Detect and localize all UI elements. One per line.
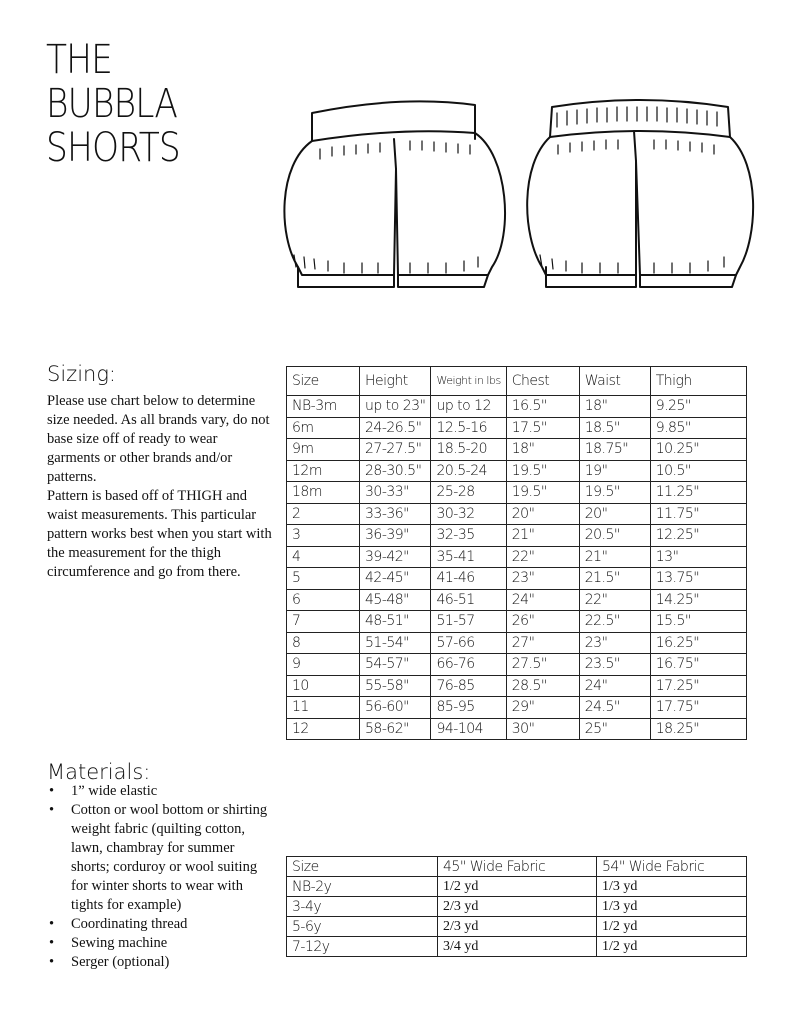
table-cell: 2 (287, 503, 360, 525)
table-cell: 5 (287, 568, 360, 590)
shorts-back-illustration (527, 100, 753, 287)
table-cell: 16.75" (650, 654, 746, 676)
table-cell: 25-28 (431, 482, 506, 504)
table-cell: 23" (579, 632, 650, 654)
list-item: • Sewing machine (47, 934, 272, 953)
table-cell: 12m (287, 460, 360, 482)
table-header-row (287, 857, 747, 877)
table-cell: 66-76 (431, 654, 506, 676)
table-cell: 1/3 yd (597, 877, 747, 897)
table-cell: 19.5" (506, 460, 579, 482)
table-cell: 51-57 (431, 611, 506, 633)
header-weight: Weight in lbs (431, 367, 506, 396)
sizing-instructions (47, 392, 272, 582)
header-chest: Chest (506, 367, 579, 396)
header-thigh: Thigh (650, 367, 746, 396)
table-cell: up to 23" (360, 396, 431, 418)
table-cell: 8 (287, 632, 360, 654)
table-cell: 24" (579, 675, 650, 697)
shorts-illustrations (270, 95, 770, 310)
table-cell: 29" (506, 697, 579, 719)
table-cell: 58-62" (360, 718, 431, 740)
size-chart-table (286, 366, 747, 740)
table-cell: 19.5" (579, 482, 650, 504)
table-cell: NB-2y (287, 877, 438, 897)
table-row (287, 482, 747, 504)
table-cell: 19" (579, 460, 650, 482)
table-cell: 3 (287, 525, 360, 547)
table-cell: 30" (506, 718, 579, 740)
table-cell: 12.25" (650, 525, 746, 547)
table-cell: 28-30.5" (360, 460, 431, 482)
table-cell: 56-60" (360, 697, 431, 719)
shorts-front-illustration (284, 101, 505, 287)
table-cell: 24.5" (579, 697, 650, 719)
table-cell: 10 (287, 675, 360, 697)
table-cell: 13.75" (650, 568, 746, 590)
table-cell: 18.25" (650, 718, 746, 740)
table-cell: 18.75" (579, 439, 650, 461)
table-row (287, 417, 747, 439)
table-row (287, 718, 747, 740)
table-cell: 21.5" (579, 568, 650, 590)
header-waist: Waist (579, 367, 650, 396)
table-cell: 20.5" (579, 525, 650, 547)
table-cell: 10.25" (650, 439, 746, 461)
table-cell: 10.5" (650, 460, 746, 482)
table-header-row (287, 367, 747, 396)
table-cell: 2/3 yd (438, 917, 597, 937)
list-item: • Serger (optional) (47, 953, 272, 972)
table-cell: 17.5" (506, 417, 579, 439)
table-cell: 12 (287, 718, 360, 740)
table-cell: 18.5-20 (431, 439, 506, 461)
table-cell: 76-85 (431, 675, 506, 697)
table-cell: 1/2 yd (438, 877, 597, 897)
table-cell: 24-26.5" (360, 417, 431, 439)
table-cell: 4 (287, 546, 360, 568)
sizing-paragraph-1: Please use chart below to determine size needed. As all brands vary, do not base size off of ready to wear garments or other brands and/or patterns. (47, 393, 270, 485)
header-height: Height (360, 367, 431, 396)
table-cell: 15.5" (650, 611, 746, 633)
header-size: Size (287, 367, 360, 396)
table-cell: 9.25" (650, 396, 746, 418)
table-cell: 18m (287, 482, 360, 504)
table-cell: 7 (287, 611, 360, 633)
header-54-wide: 54" Wide Fabric (597, 857, 747, 877)
table-cell: 18" (506, 439, 579, 461)
table-cell: 24" (506, 589, 579, 611)
table-row (287, 937, 747, 957)
table-cell: 17.75" (650, 697, 746, 719)
table-cell: 28.5" (506, 675, 579, 697)
sizing-heading: Sizing: (47, 362, 117, 386)
table-cell: 46-51 (431, 589, 506, 611)
table-cell: 6 (287, 589, 360, 611)
table-cell: up to 12 (431, 396, 506, 418)
table-cell: 21" (506, 525, 579, 547)
table-cell: NB-3m (287, 396, 360, 418)
table-cell: 27-27.5" (360, 439, 431, 461)
table-row (287, 877, 747, 897)
table-row (287, 546, 747, 568)
table-cell: 20" (506, 503, 579, 525)
page-title (46, 38, 202, 170)
header-45-wide: 45" Wide Fabric (438, 857, 597, 877)
table-cell: 57-66 (431, 632, 506, 654)
table-cell: 18.5" (579, 417, 650, 439)
table-cell: 14.25" (650, 589, 746, 611)
table-cell: 25" (579, 718, 650, 740)
table-cell: 27.5" (506, 654, 579, 676)
fabric-requirements-table (286, 856, 747, 957)
table-cell: 3-4y (287, 897, 438, 917)
list-item: • 1” wide elastic (47, 782, 272, 801)
table-cell: 36-39" (360, 525, 431, 547)
table-cell: 33-36" (360, 503, 431, 525)
table-cell: 45-48" (360, 589, 431, 611)
table-cell: 16.25" (650, 632, 746, 654)
table-cell: 23.5" (579, 654, 650, 676)
table-cell: 7-12y (287, 937, 438, 957)
materials-heading: Materials: (47, 760, 151, 784)
table-cell: 32-35 (431, 525, 506, 547)
table-cell: 30-33" (360, 482, 431, 504)
list-item: • Cotton or wool bottom or shirting weight fabric (quilting cotton, lawn, chambray for summer shorts; corduroy or wool suiting for winter shorts to wear with tights for example) (47, 801, 272, 915)
table-cell: 51-54" (360, 632, 431, 654)
table-cell: 6m (287, 417, 360, 439)
table-cell: 42-45" (360, 568, 431, 590)
table-row (287, 568, 747, 590)
table-row (287, 632, 747, 654)
table-cell: 16.5" (506, 396, 579, 418)
table-cell: 12.5-16 (431, 417, 506, 439)
table-cell: 20" (579, 503, 650, 525)
table-cell: 54-57" (360, 654, 431, 676)
table-cell: 2/3 yd (438, 897, 597, 917)
table-cell: 1/2 yd (597, 917, 747, 937)
table-cell: 94-104 (431, 718, 506, 740)
table-cell: 21" (579, 546, 650, 568)
table-cell: 30-32 (431, 503, 506, 525)
materials-list (47, 782, 272, 972)
table-row (287, 675, 747, 697)
table-row (287, 503, 747, 525)
table-cell: 19.5" (506, 482, 579, 504)
table-cell: 11.75" (650, 503, 746, 525)
table-cell: 22" (506, 546, 579, 568)
title-line-1: THE (46, 37, 113, 83)
table-cell: 11.25" (650, 482, 746, 504)
table-cell: 18" (579, 396, 650, 418)
table-cell: 26" (506, 611, 579, 633)
table-cell: 17.25" (650, 675, 746, 697)
table-cell: 1/2 yd (597, 937, 747, 957)
sizing-paragraph-2: Pattern is based off of THIGH and waist measurements. This particular pattern works best when you start with the measurement for the thigh circumference and go from there. (47, 488, 272, 580)
table-cell: 20.5-24 (431, 460, 506, 482)
table-cell: 9 (287, 654, 360, 676)
table-cell: 1/3 yd (597, 897, 747, 917)
table-cell: 13" (650, 546, 746, 568)
table-row (287, 654, 747, 676)
table-cell: 85-95 (431, 697, 506, 719)
table-cell: 23" (506, 568, 579, 590)
table-row (287, 460, 747, 482)
table-row (287, 611, 747, 633)
table-cell: 9m (287, 439, 360, 461)
table-cell: 9.85" (650, 417, 746, 439)
table-cell: 3/4 yd (438, 937, 597, 957)
table-cell: 39-42" (360, 546, 431, 568)
table-cell: 55-58" (360, 675, 431, 697)
table-row (287, 697, 747, 719)
title-line-3: SHORTS (46, 125, 180, 171)
table-row (287, 589, 747, 611)
table-cell: 41-46 (431, 568, 506, 590)
table-row (287, 439, 747, 461)
table-row (287, 396, 747, 418)
table-cell: 5-6y (287, 917, 438, 937)
title-line-2: BUBBLA (46, 81, 178, 127)
table-row (287, 897, 747, 917)
table-cell: 48-51" (360, 611, 431, 633)
table-cell: 22.5" (579, 611, 650, 633)
table-cell: 35-41 (431, 546, 506, 568)
table-cell: 27" (506, 632, 579, 654)
header-size: Size (287, 857, 438, 877)
table-cell: 22" (579, 589, 650, 611)
list-item: • Coordinating thread (47, 915, 272, 934)
table-row (287, 525, 747, 547)
table-cell: 11 (287, 697, 360, 719)
table-row (287, 917, 747, 937)
